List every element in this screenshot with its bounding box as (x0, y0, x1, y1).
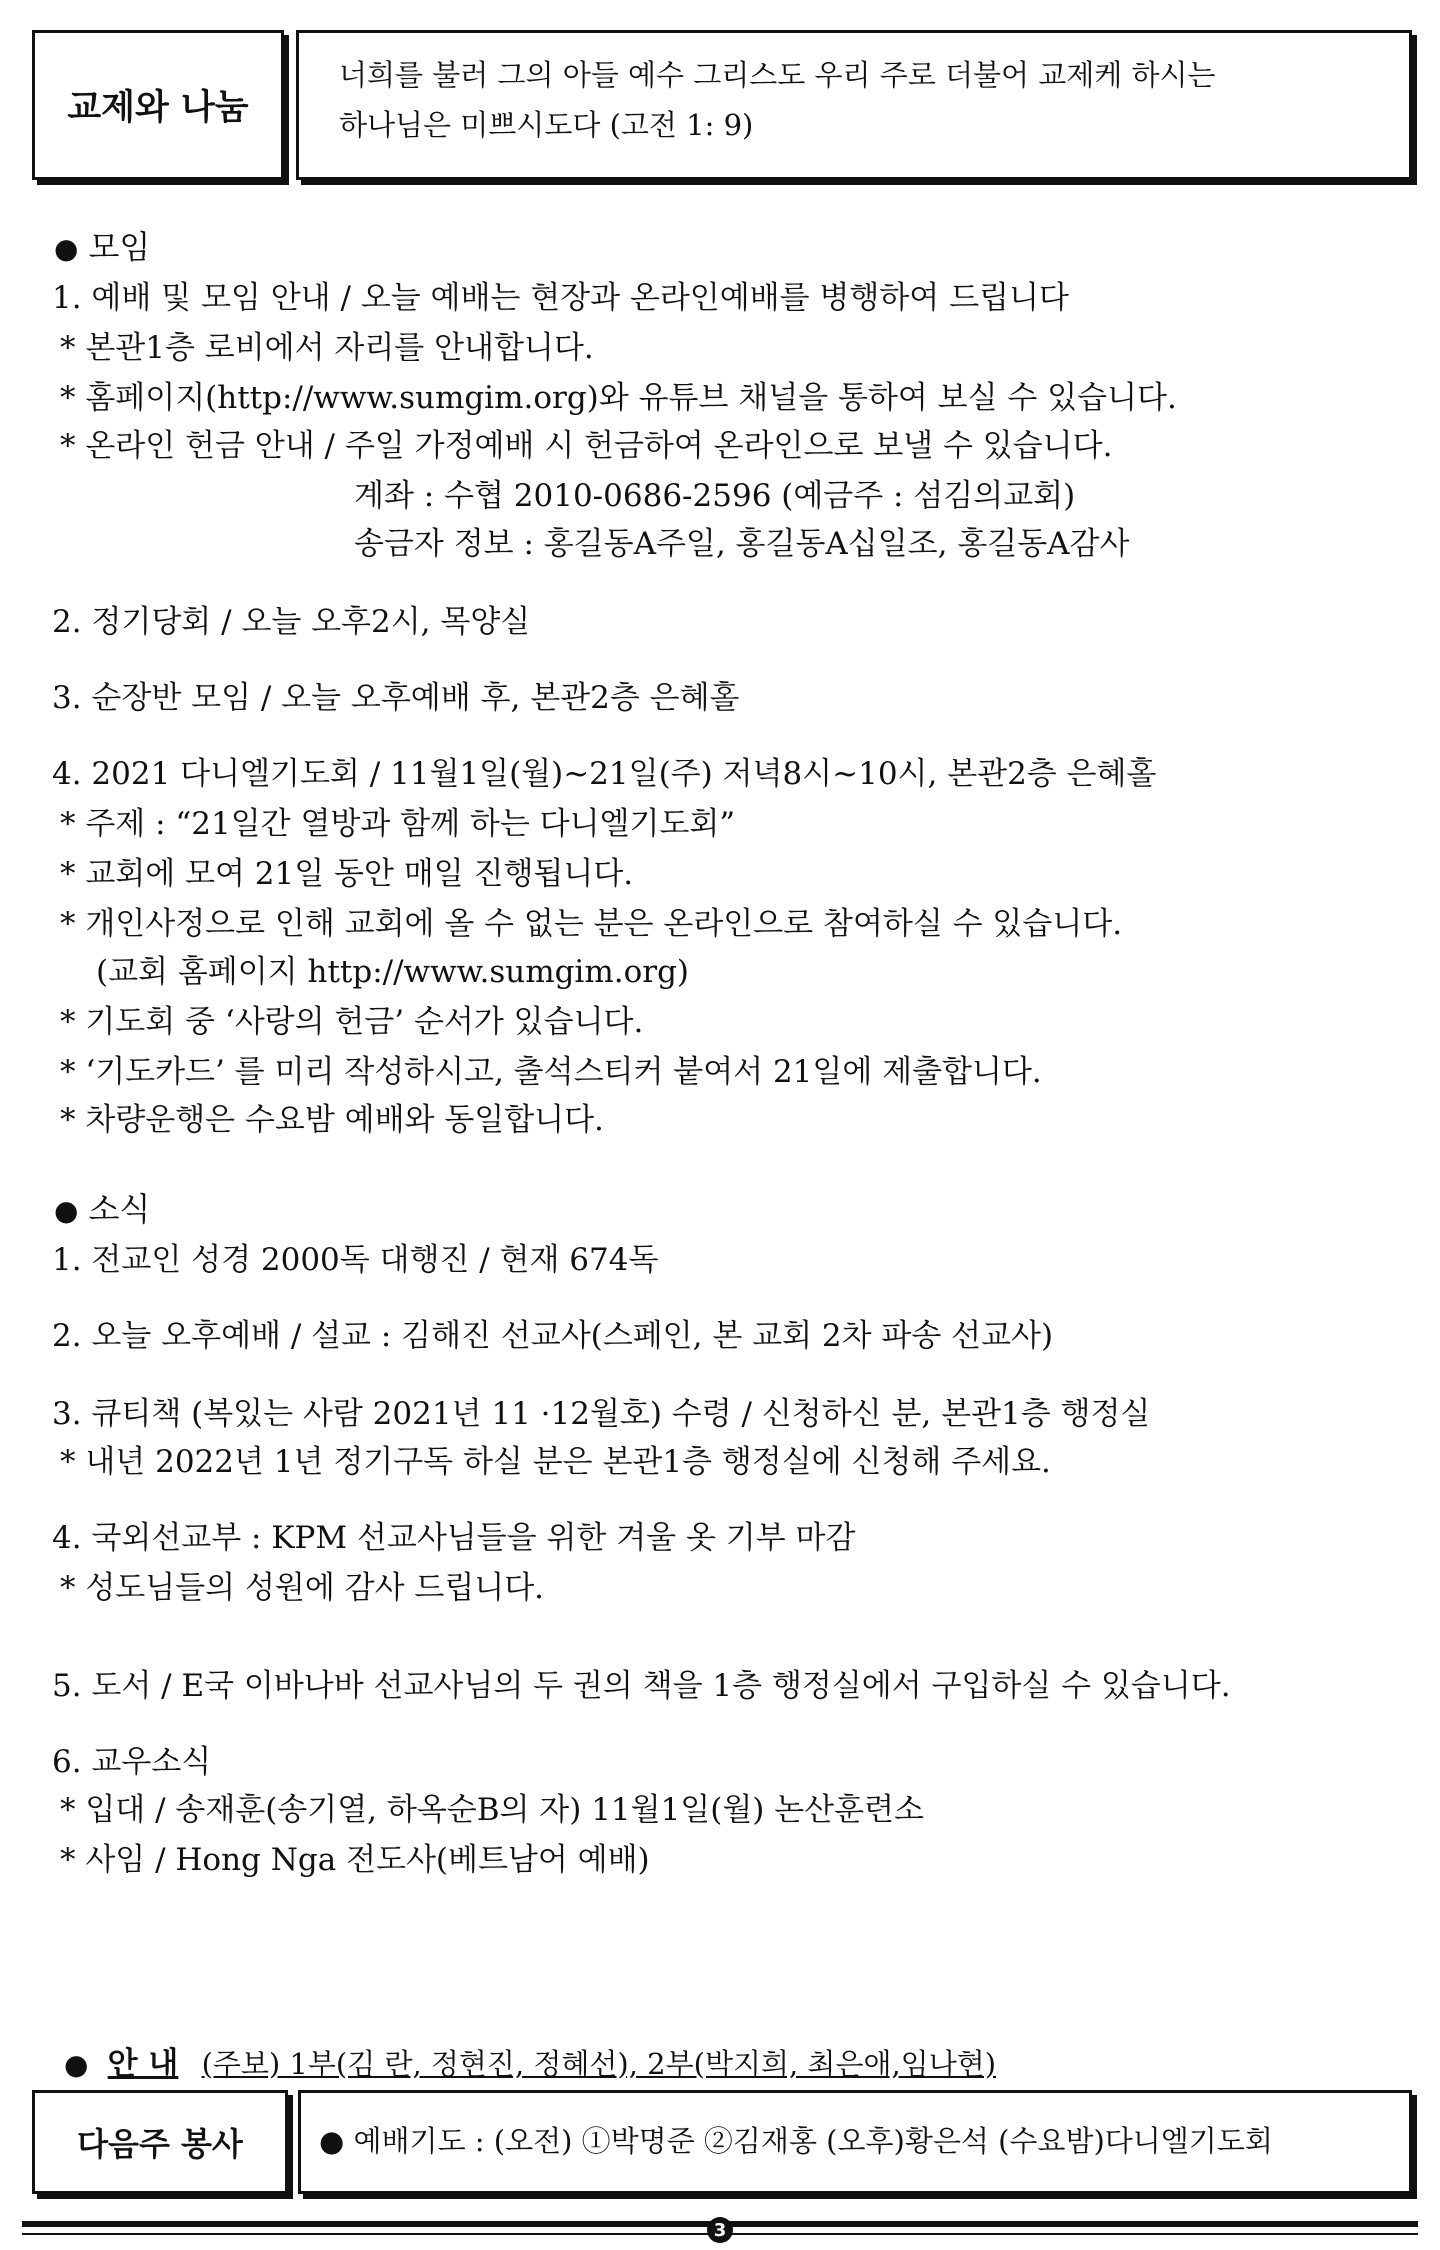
meeting-line-4: * 온라인 헌금 안내 / 주일 가정예배 시 헌금하여 온라인으로 보낼 수 있습니다. (60, 428, 1113, 464)
news-line-3: 3. 큐티책 (복있는 사람 2021년 11 ·12월호) 수령 / 신청하신 분, 본관1층 행정실 (52, 1396, 1151, 1432)
meeting-line-8: 3. 순장반 모임 / 오늘 오후예배 후, 본관2층 은혜홀 (52, 680, 740, 716)
verse-text (299, 33, 1409, 167)
notice-label: 안 내 (107, 2046, 179, 2082)
meeting-line-2: * 본관1층 로비에서 자리를 안내합니다. (60, 330, 594, 366)
header-label: 교제와 나눔 (67, 88, 249, 128)
meeting-line-11: * 교회에 모여 21일 동안 매일 진행됩니다. (60, 856, 634, 892)
verse-line-2: 하나님은 미쁘시도다 (고전 1: 9) (339, 108, 754, 142)
meeting-line-13: (교회 홈페이지 http://www.sumgim.org) (96, 954, 690, 990)
meeting-line-12: * 개인사정으로 인해 교회에 올 수 없는 분은 온라인으로 참여하실 수 있습니다. (60, 906, 1123, 942)
meeting-line-15: * ‘기도카드’ 를 미리 작성하시고, 출석스티커 붙여서 21일에 제출합니다. (60, 1054, 1042, 1090)
service-label: 다음주 봉사 (77, 2125, 243, 2163)
meeting-title: 모임 (88, 228, 151, 266)
news-heading (54, 1184, 150, 1230)
service-box (298, 2090, 1412, 2194)
header-label-box (32, 30, 284, 180)
meeting-line-3: * 홈페이지(http://www.sumgim.org)와 유튜브 채널을 통하여 보실 수 있습니다. (60, 380, 1177, 416)
verse-line-1: 너희를 불러 그의 아들 예수 그리스도 우리 주로 더불어 교제케 하시는 (339, 58, 1216, 92)
service-label-box (32, 2090, 288, 2194)
news-line-9: * 입대 / 송재훈(송기열, 하옥순B의 자) 11월1일(월) 논산훈련소 (60, 1792, 924, 1828)
service-text: ● 예배기도 : (오전) ①박명준 ②김재홍 (오후)황은석 (수요밤)다니엘기도회 (319, 2124, 1273, 2158)
news-line-5: 4. 국외선교부 : KPM 선교사님들을 위한 겨울 옷 기부 마감 (52, 1520, 856, 1556)
news-line-6: * 성도님들의 성원에 감사 드립니다. (60, 1570, 545, 1606)
news-line-7: 5. 도서 / E국 이바나바 선교사님의 두 권의 책을 1층 행정실에서 구입하실 수 있습니다. (52, 1668, 1231, 1704)
notice-line (64, 2038, 996, 2083)
sender-line: 송금자 정보 : 홍길동A주일, 홍길동A십일조, 홍길동A감사 (354, 526, 1130, 562)
meeting-line-16: * 차량운행은 수요밤 예배와 동일합니다. (60, 1102, 604, 1138)
news-line-8: 6. 교우소식 (52, 1744, 212, 1780)
news-line-10: * 사임 / Hong Nga 전도사(베트남어 예배) (60, 1842, 650, 1878)
meeting-line-1: 1. 예배 및 모임 안내 / 오늘 예배는 현장과 온라인예배를 병행하여 드립니다 (52, 280, 1069, 316)
bullet-icon: ● (54, 1194, 79, 1227)
verse-box (296, 30, 1412, 180)
notice-text: (주보) 1부(김 란, 정현진, 정혜선), 2부(박지희, 최은애,임나현) (201, 2047, 997, 2081)
page-number: 3 (707, 2217, 733, 2243)
meeting-heading (54, 222, 150, 268)
meeting-line-7: 2. 정기당회 / 오늘 오후2시, 목양실 (52, 604, 531, 640)
meeting-line-10: * 주제 : “21일간 열방과 함께 하는 다니엘기도회” (60, 806, 736, 842)
news-line-1: 1. 전교인 성경 2000독 대행진 / 현재 674독 (52, 1242, 659, 1278)
meeting-line-9: 4. 2021 다니엘기도회 / 11월1일(월)~21일(주) 저녁8시~10시, 본관2층 은혜홀 (52, 756, 1157, 792)
news-line-2: 2. 오늘 오후예배 / 설교 : 김해진 선교사(스페인, 본 교회 2차 파송 선교사) (52, 1318, 1054, 1354)
news-title: 소식 (88, 1190, 151, 1228)
account-line: 계좌 : 수협 2010-0686-2596 (예금주 : 섬김의교회) (354, 478, 1076, 514)
news-line-4: * 내년 2022년 1년 정기구독 하실 분은 본관1층 행정실에 신청해 주세요. (60, 1444, 1051, 1480)
meeting-line-14: * 기도회 중 ‘사랑의 헌금’ 순서가 있습니다. (60, 1004, 644, 1040)
bullet-icon: ● (54, 232, 79, 265)
bullet-icon: ● (64, 2048, 89, 2081)
